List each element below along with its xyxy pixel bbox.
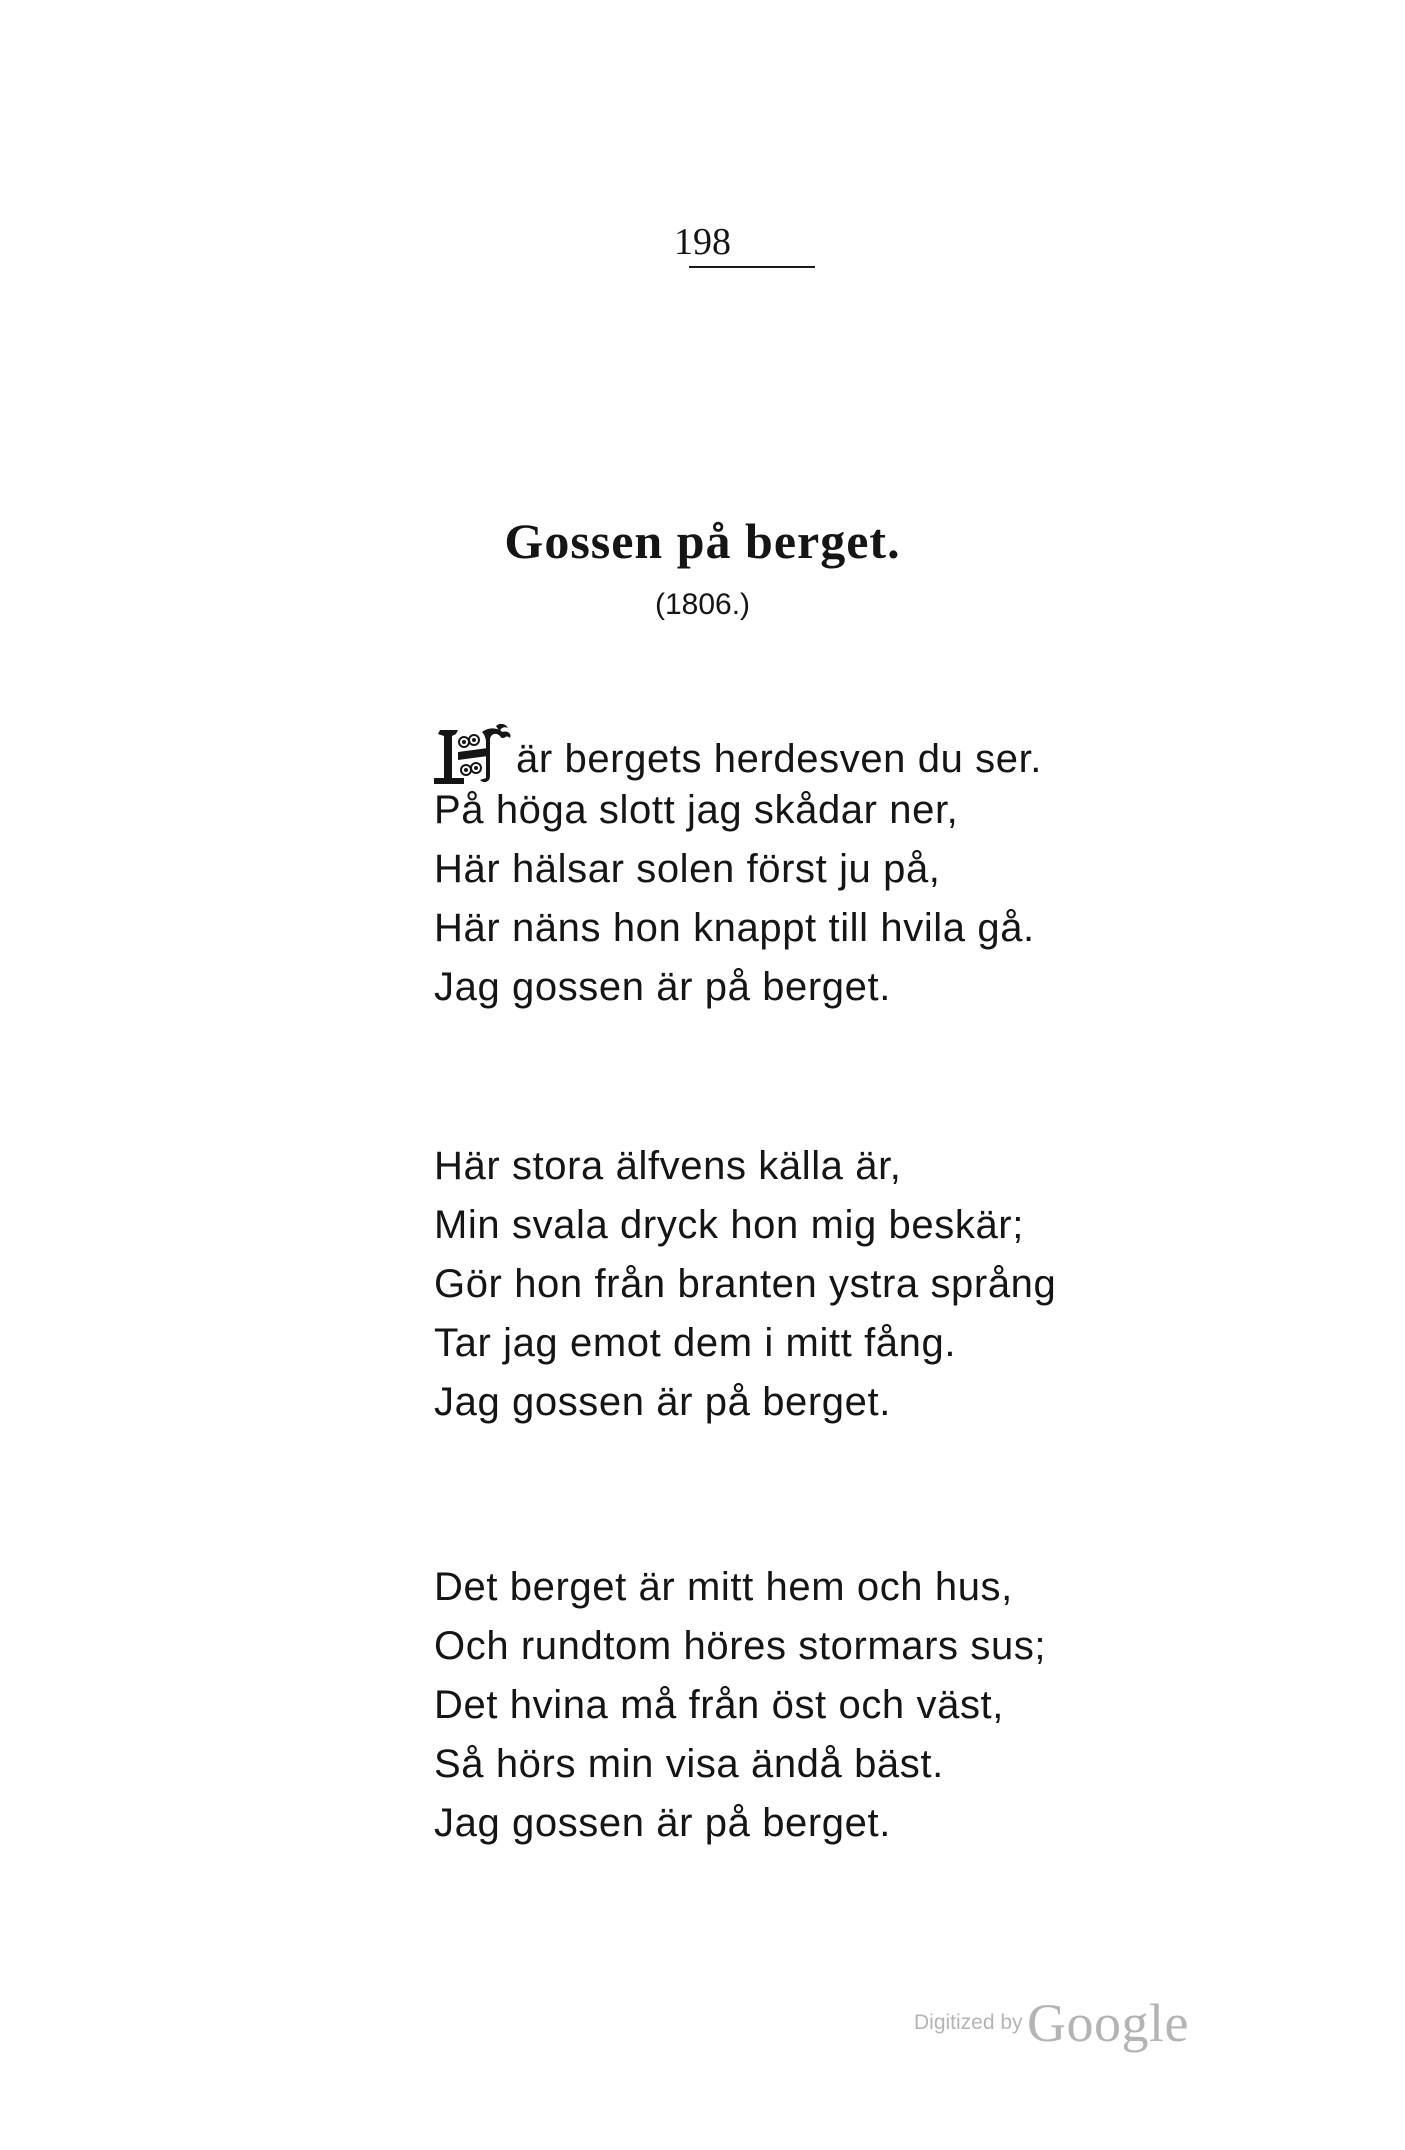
stanza-3	[434, 1558, 1214, 1853]
verse-line: På höga slott jag skådar ner,	[434, 788, 959, 832]
verse-line: Det hvina må från öst och väst,	[434, 1683, 1004, 1727]
poem-year: (1806.)	[654, 588, 751, 621]
verse-line: Så hörs min visa ändå bäst.	[434, 1742, 944, 1786]
verse-line: Det berget är mitt hem och hus,	[434, 1565, 1013, 1609]
verse-line: Och rundtom höres stormars sus;	[434, 1624, 1047, 1668]
digitized-by-google-watermark	[914, 1992, 1214, 2062]
watermark-logo: Google	[1027, 1993, 1189, 2053]
verse-line: Min svala dryck hon mig beskär;	[434, 1203, 1024, 1247]
verse-line: Här näns hon knappt till hvila gå.	[434, 906, 1035, 950]
verse-line: Gör hon från branten ystra språng	[434, 1262, 1057, 1306]
refrain-line: Jag gossen är på berget.	[434, 1380, 891, 1424]
decorated-initial-h-icon	[430, 722, 514, 786]
stanza-2	[434, 1137, 1214, 1432]
verse-line	[434, 722, 1214, 781]
page-number-rule	[689, 266, 815, 268]
verse-line-text: är bergets herdesven du ser.	[516, 737, 1042, 781]
verse-line: Tar jag emot dem i mitt fång.	[434, 1321, 957, 1365]
verse-line: Här stora älfvens källa är,	[434, 1144, 902, 1188]
stanza-1	[434, 722, 1214, 1017]
refrain-line: Jag gossen är på berget.	[434, 1801, 891, 1845]
poem-title: Gossen på berget.	[504, 513, 901, 569]
refrain-line: Jag gossen är på berget.	[434, 965, 891, 1009]
verse-line: Här hälsar solen först ju på,	[434, 847, 941, 891]
watermark-prefix: Digitized by	[914, 2011, 1023, 2034]
page-number: 198	[674, 221, 731, 263]
